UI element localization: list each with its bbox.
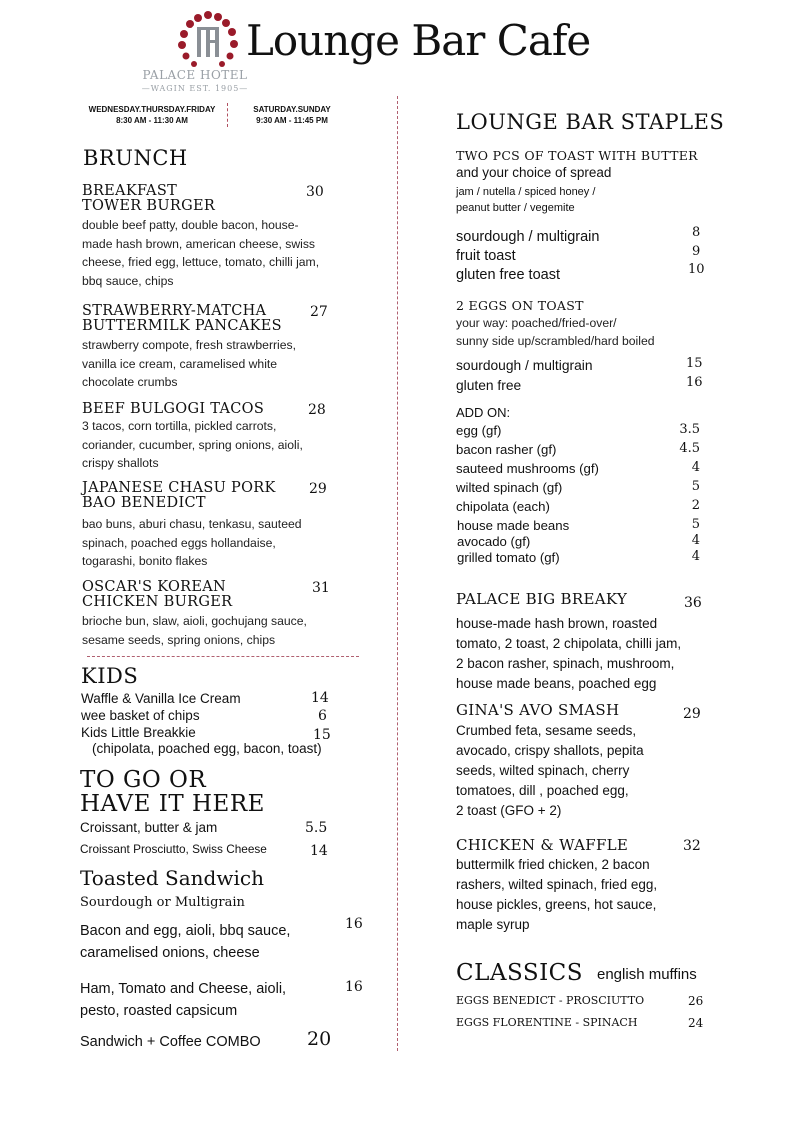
addon-item: grilled tomato (gf) <box>457 550 560 565</box>
item-desc-line: brioche bun, slaw, aioli, gochujang sauce, <box>82 614 307 628</box>
kids-item-price: 15 <box>313 727 331 743</box>
toast-option: sourdough / multigrain <box>456 229 600 245</box>
eggs-option: gluten free <box>456 378 522 393</box>
combo-item: Sandwich + Coffee COMBO <box>80 1034 261 1050</box>
item-price: 28 <box>308 402 326 418</box>
addon-price: 5 <box>691 517 700 532</box>
eggs-option-price: 15 <box>686 356 703 371</box>
classics-item-price: 26 <box>688 994 704 1008</box>
addon-price: 2 <box>691 498 700 513</box>
item-price: 31 <box>312 580 330 596</box>
menu-item-tower-burger <box>82 184 372 290</box>
toasted-item-ham-cheese: Ham, Tomato and Cheese, aioli, pesto, roasted capsicum <box>80 981 287 1019</box>
classics-title: CLASSICS <box>456 960 584 986</box>
toast-title: TWO PCS OF TOAST WITH BUTTER <box>456 148 698 163</box>
menu-item-korean-chicken-burger <box>82 580 372 649</box>
item-price: 29 <box>309 481 327 497</box>
big-breaky-desc: house-made hash brown, roasted tomato, 2 toast, 2 chipolata, chilli jam, 2 bacon rasher, spinach, mushroom, house made beans, poached egg <box>456 616 682 691</box>
menu-item-bulgogi-tacos <box>82 402 372 473</box>
addon-item: avocado (gf) <box>457 534 531 549</box>
kids-item: Waffle & Vanilla Ice Cream <box>81 691 241 706</box>
item-price: 30 <box>306 184 324 200</box>
item-desc-line: double beef patty, double bacon, house- <box>82 218 299 232</box>
combo-price: 20 <box>307 1028 332 1050</box>
item-name: TOWER BURGER <box>82 198 216 214</box>
togo-item-price: 5.5 <box>305 820 328 836</box>
brunch-title: BRUNCH <box>83 146 188 170</box>
kids-item-note: (chipolata, poached egg, bacon, toast) <box>92 741 322 756</box>
item-desc-line: chocolate crumbs <box>82 375 178 389</box>
item-name: BEEF BULGOGI TACOS <box>82 401 265 417</box>
addon-item: sauteed mushrooms (gf) <box>456 461 599 476</box>
addon-item: bacon rasher (gf) <box>456 442 557 457</box>
toast-option-price: 9 <box>692 244 701 259</box>
toasted-item-bacon-egg: Bacon and egg, aioli, bbq sauce, caramelised onions, cheese <box>80 923 291 961</box>
eggs-title: 2 EGGS ON TOAST <box>456 298 584 313</box>
togo-item: Croissant Prosciutto, Swiss Cheese <box>80 842 267 856</box>
menu-item-pancakes <box>82 304 372 392</box>
eggs-option-price: 16 <box>686 375 703 390</box>
section-divider <box>87 656 359 657</box>
item-desc-line: togarashi, bonito flakes <box>82 554 208 568</box>
toast-option-price: 8 <box>692 225 701 240</box>
item-desc-line: cheese, fried egg, lettuce, tomato, chilli jam, <box>82 255 320 269</box>
toasted-item-price: 16 <box>345 916 363 932</box>
item-desc-line: vanilla ice cream, caramelised white <box>82 356 278 371</box>
waffle-price: 32 <box>683 838 701 854</box>
kids-item-price: 6 <box>318 708 327 724</box>
eggs-options <box>456 356 593 396</box>
classics-item: EGGS BENEDICT - PROSCIUTTO <box>456 994 645 1007</box>
addon-price: 4 <box>691 549 700 564</box>
kids-item: wee basket of chips <box>81 708 200 723</box>
toast-option-price: 10 <box>688 262 705 277</box>
item-name: STRAWBERRY-MATCHA <box>82 303 267 319</box>
item-name: BREAKFAST <box>82 183 178 199</box>
addon-price: 5 <box>691 479 700 494</box>
item-desc-line: bbq sauce, chips <box>82 273 174 288</box>
toast-subtitle: and your choice of spread <box>456 165 612 180</box>
classics-subtitle: english muffins <box>597 966 697 983</box>
toasted-subtitle: Sourdough or Multigrain <box>80 895 245 910</box>
hotel-established: —WAGIN EST. 1905— <box>141 84 249 93</box>
addon-list <box>456 421 599 567</box>
classics-item-price: 24 <box>688 1016 704 1030</box>
item-price: 27 <box>310 304 328 320</box>
column-divider <box>397 96 398 1051</box>
togo-title: TO GO OR HAVE IT HERE <box>80 767 265 817</box>
menu-item-bao-benedict <box>82 481 372 571</box>
addon-price: 4.5 <box>679 441 700 456</box>
item-desc-line: bao buns, aburi chasu, tenkasu, sauteed <box>82 517 302 531</box>
toast-spreads: jam / nutella / spiced honey / peanut butter / vegemite <box>456 186 596 214</box>
big-breaky-price: 36 <box>684 595 702 611</box>
avo-desc: Crumbed feta, sesame seeds, avocado, crispy shallots, pepita seeds, wilted spinach, cherry tomatoes, dill , poached egg, 2 toast (GFO + 2) <box>456 723 644 818</box>
togo-item-price: 14 <box>310 843 328 859</box>
item-name: JAPANESE CHASU PORK <box>82 480 276 496</box>
toast-options <box>456 228 599 285</box>
addon-item: egg (gf) <box>456 423 502 438</box>
toast-option: fruit toast <box>456 248 516 264</box>
classics-item: EGGS FLORENTINE - SPINACH <box>456 1016 638 1029</box>
hours-weekend: SATURDAY.SUNDAY 9:30 AM - 11:45 PM <box>253 105 331 125</box>
addon-price: 4 <box>691 533 700 548</box>
eggs-way: your way: poached/fried-over/ sunny side up/scrambled/hard boiled <box>456 316 655 348</box>
item-name: BUTTERMILK PANCAKES <box>82 318 282 334</box>
addon-title: ADD ON: <box>456 405 511 420</box>
hours-divider <box>227 103 228 127</box>
kids-item-price: 14 <box>311 690 329 706</box>
kids-title: KIDS <box>81 664 139 688</box>
togo-item: Croissant, butter & jam <box>80 820 218 835</box>
item-desc-line: made hash brown, american cheese, swiss <box>82 236 316 251</box>
item-desc-line: sesame seeds, spring onions, chips <box>82 632 276 647</box>
toasted-title: Toasted Sandwich <box>80 866 264 890</box>
avo-price: 29 <box>683 706 701 722</box>
item-name: BAO BENEDICT <box>82 495 206 511</box>
item-desc-line: 3 tacos, corn tortilla, pickled carrots, <box>82 419 277 433</box>
waffle-title: CHICKEN & WAFFLE <box>456 836 629 854</box>
hours-weekday: WEDNESDAY.THURSDAY.FRIDAY 8:30 AM - 11:30 AM <box>88 105 216 125</box>
waffle-desc: buttermilk fried chicken, 2 bacon rashers, wilted spinach, fried egg, house pickles, greens, hot sauce, maple syrup <box>456 857 658 932</box>
staples-title: LOUNGE BAR STAPLES <box>456 110 725 134</box>
addon-item: wilted spinach (gf) <box>456 480 563 495</box>
item-desc-line: coriander, cucumber, spring onions, aioli, <box>82 437 303 452</box>
avo-title: GINA'S AVO SMASH <box>456 701 620 719</box>
hotel-name: PALACE HOTEL <box>142 68 248 82</box>
addon-price: 4 <box>691 460 700 475</box>
item-name: CHICKEN BURGER <box>82 594 233 610</box>
item-desc-line: strawberry compote, fresh strawberries, <box>82 338 297 352</box>
item-desc-line: crispy shallots <box>82 456 159 470</box>
big-breaky-title: PALACE BIG BREAKY <box>456 590 628 608</box>
eggs-option: sourdough / multigrain <box>456 358 593 373</box>
addon-item: chipolata (each) <box>456 499 550 514</box>
item-desc-line: spinach, poached eggs hollandaise, <box>82 535 276 550</box>
addon-prices <box>679 420 700 566</box>
addon-item: house made beans <box>457 518 570 533</box>
item-name: OSCAR'S KOREAN <box>82 579 227 595</box>
addon-price: 3.5 <box>679 422 700 437</box>
page-title: Lounge Bar Cafe <box>246 16 591 65</box>
toast-option: gluten free toast <box>456 267 560 283</box>
toasted-item-price: 16 <box>345 979 363 995</box>
kids-item: Kids Little Breakkie <box>81 725 196 740</box>
